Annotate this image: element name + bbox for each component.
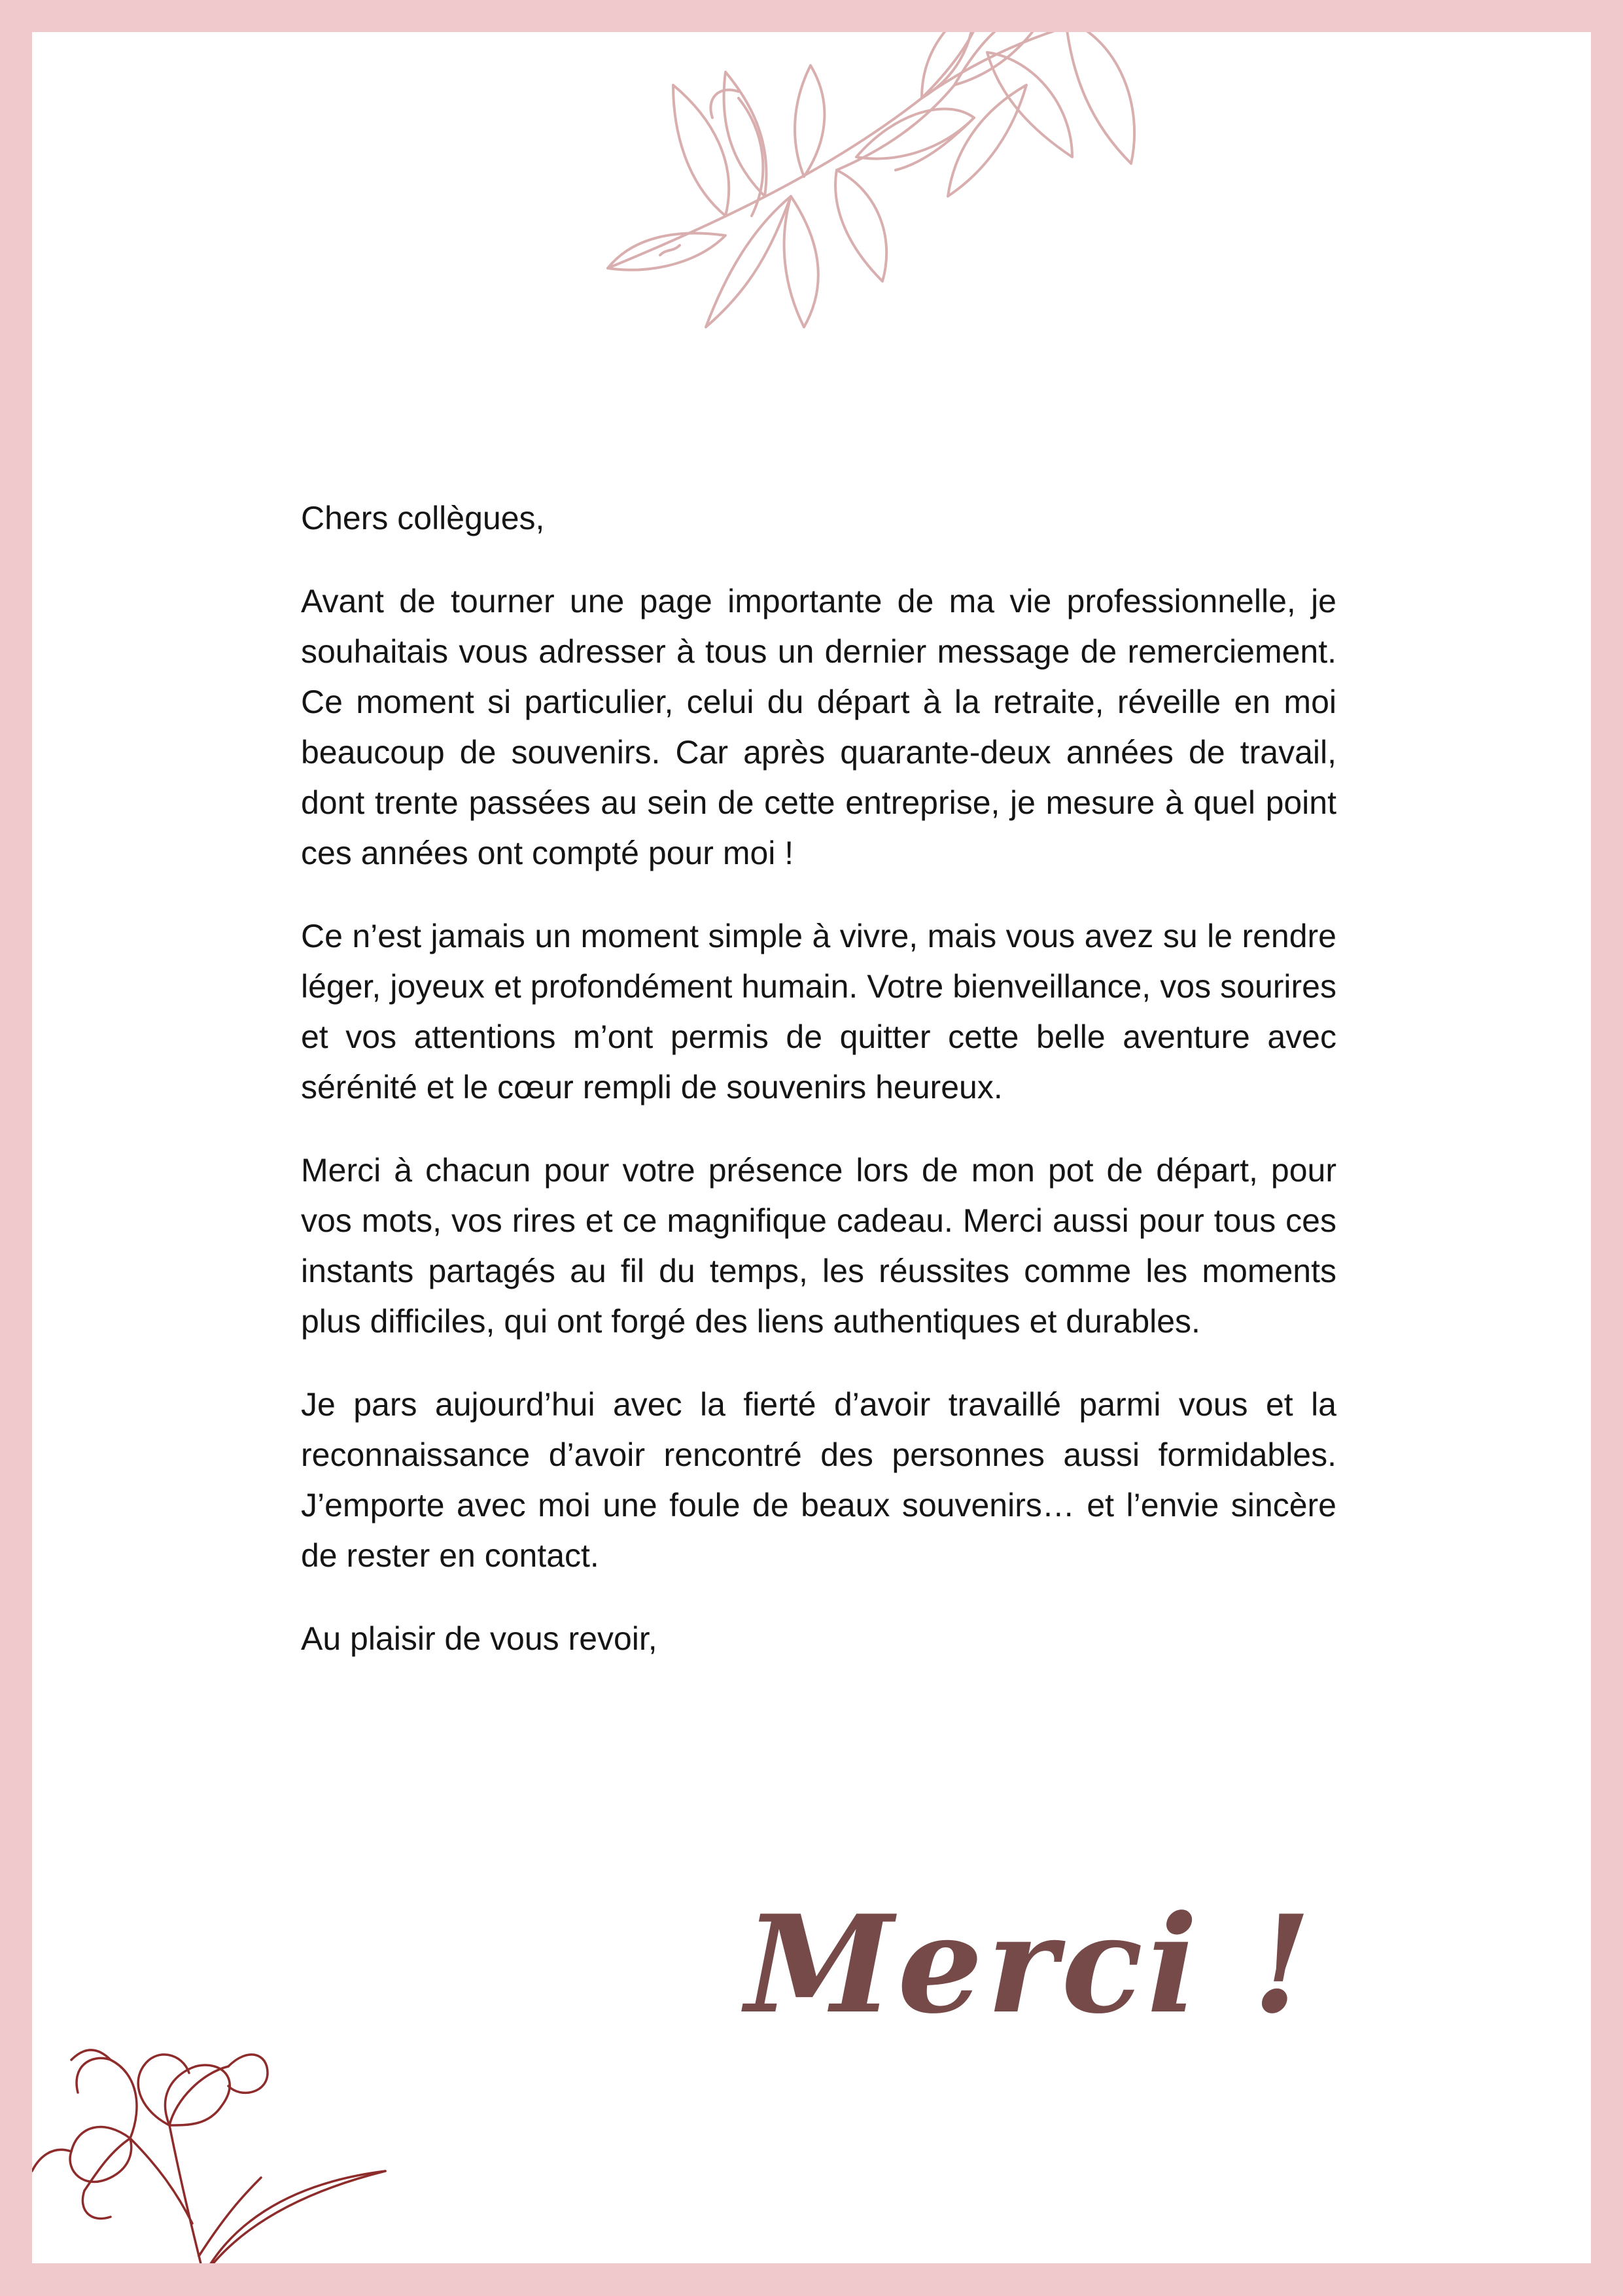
greeting: Chers collègues,: [301, 500, 545, 536]
flower-outline-icon: [32, 1994, 425, 2263]
paragraph-3: Merci à chacun pour votre présence lors de mon pot de départ, pour vos mots, vos rires et ce magnifique cadeau. Merci aussi pour tous ces instants partagés au fil du temps, les réussites comme les moments plus difficiles, qui ont forgé des liens authentiques et durables.: [301, 1152, 1336, 1340]
signature-merci: Merci !: [745, 1887, 1316, 2044]
paragraph-2: Ce n’est jamais un moment simple à vivre, mais vous avez su le rendre léger, joyeux et profondément humain. Votre bienveillance, vos sourires et vos attentions m’ont permis de quitter cette belle aventure avec sérénité et le cœur rempli de souvenirs heureux.: [301, 918, 1336, 1105]
closing: Au plaisir de vous revoir,: [301, 1620, 657, 1657]
letter-page: [32, 32, 1591, 2263]
letter-body: [301, 493, 1336, 1697]
paragraph-4: Je pars aujourd’hui avec la fierté d’avoir travaillé parmi vous et la reconnaissance d’avoir rencontré des personnes aussi formidables. J’emporte avec moi une foule de beaux souvenirs… et l’envie sincère de rester en contact.: [301, 1386, 1336, 1574]
paragraph-1: Avant de tourner une page importante de ma vie professionnelle, je souhaitais vous adresser à tous un dernier message de remerciement. Ce moment si particulier, celui du départ à la retraite, réveille en moi beaucoup de souvenirs. Car après quarante-deux années de travail, dont trente passées au sein de cette entreprise, je mesure à quel point ces années ont compté pour moi !: [301, 583, 1336, 871]
leaf-branch-icon: [555, 32, 1177, 366]
